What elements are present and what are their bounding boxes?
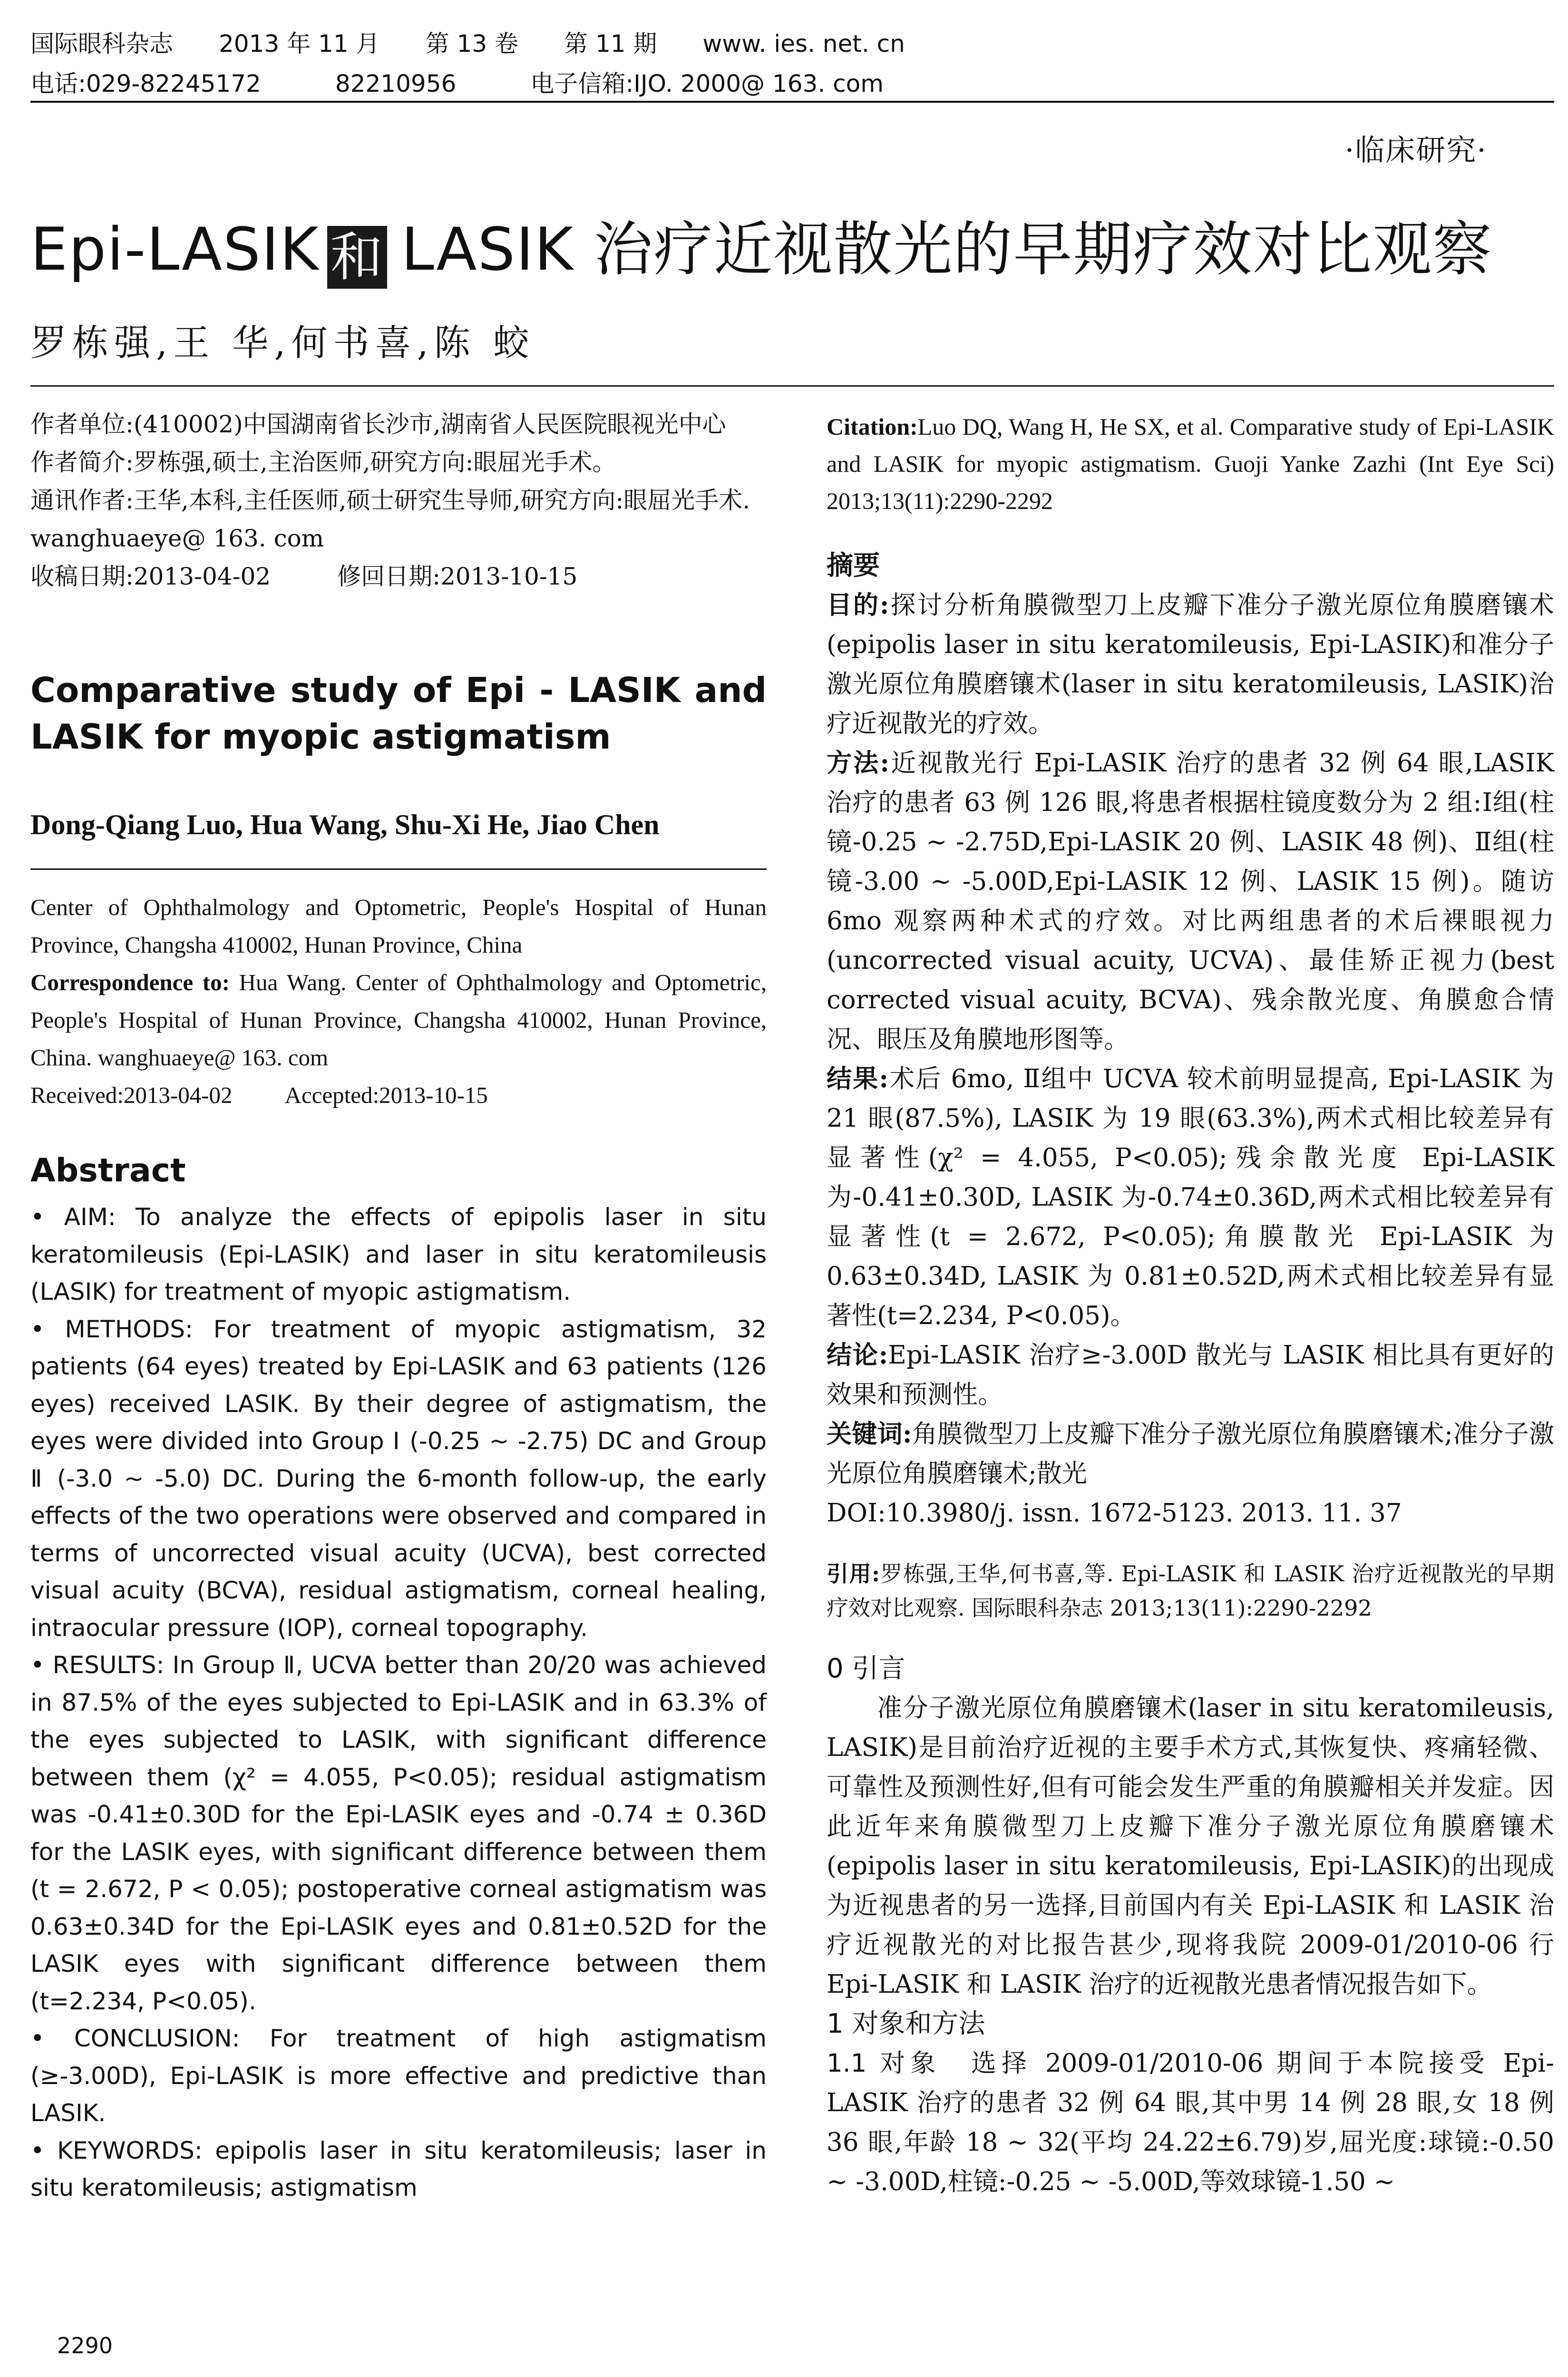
title-rule: [30, 385, 1554, 387]
intro-heading: 0 引言: [827, 1653, 906, 1684]
received-cn: 收稿日期:2013-04-02: [30, 563, 271, 590]
dates-en: [30, 1076, 767, 1114]
abstract-keywords: • KEYWORDS: epipolis laser in situ keratomileusis; laser in situ keratomileusis; astigmatism: [30, 2136, 767, 2202]
authors-cn: 罗栋强,王 华,何书喜,陈 蛟: [30, 321, 535, 364]
affiliation: [30, 888, 767, 1114]
accepted-en: Accepted:2013-10-15: [284, 1082, 488, 1108]
authors-rule: [30, 868, 767, 870]
citation-cn: [827, 1557, 1554, 1625]
title-part1: Epi-LASIK: [30, 215, 320, 284]
conclusion-label: 结论:: [827, 1340, 888, 1370]
abstract-cn-aim: [827, 585, 1554, 743]
english-authors: Dong-Qiang Luo, Hua Wang, Shu-Xi He, Jiao Chen: [30, 809, 660, 840]
issue-number: 第 11 期: [564, 30, 657, 58]
citation: [827, 408, 1554, 519]
running-header-line2: [30, 65, 929, 99]
right-column: [827, 408, 1554, 2202]
methods-text: 近视散光行 Epi-LASIK 治疗的患者 32 例 64 眼,LASIK 治疗的患者 63 例 126 眼,将患者根据柱镜度数分为 2 组:Ⅰ组(柱镜-0.25 ~ -2.75D,Epi-LASIK 20 例、LASIK 48 例)、Ⅱ组(柱镜-3.00 ~ -5.00D,Epi-LASIK 12 例、LASIK 15 例)。随访 6mo 观察两种术式的疗效。对比两组患者的术后裸眼视力(uncorrected visual acuity, UCVA)、最佳矫正视力(best corrected visual acuity, BCVA)、残余散光度、角膜愈合情况、眼压及角膜地形图等。: [827, 749, 1554, 1054]
revised-cn: 修回日期:2013-10-15: [337, 563, 578, 590]
website: www. ies. net. cn: [702, 30, 905, 58]
issue-date: 2013 年 11 月: [219, 30, 380, 58]
abstract-cn-results: [827, 1059, 1554, 1335]
keywords-label: 关键词:: [827, 1419, 912, 1449]
citation-cn-label: 引用:: [827, 1561, 880, 1587]
abstract-methods: • METHODS: For treatment of myopic astigmatism, 32 patients (64 eyes) treated by Epi-LASIK and 63 patients (126 eyes) received LASIK. By their degree of astigmatism, the eyes were divided into Group Ⅰ (-0.25 ~ -2.75) DC and Group Ⅱ (-3.0 ~ -5.0) DC. During the 6-month follow-up, the early effects of the two operations were observed and compared in terms of uncorrected visual acuity (UCVA), best corrected visual acuity (BCVA), residual astigmatism, corneal healing, intraocular pressure (IOP), corneal topography.: [30, 1315, 767, 1642]
correspondence: [30, 964, 767, 1076]
abstract-cn-methods: [827, 743, 1554, 1059]
correspondence-label: Correspondence to:: [30, 969, 230, 995]
abstract-cn-conclusion: [827, 1335, 1554, 1414]
subject-subheading: 1.1 对象: [827, 2049, 941, 2078]
abstract-cn-keywords: [827, 1414, 1554, 1493]
running-header-line1: [30, 25, 951, 59]
results-text: 术后 6mo, Ⅱ组中 UCVA 较术前明显提高, Epi-LASIK 为 21 眼(87.5%), LASIK 为 19 眼(63.3%),两术式相比较差异有显著性(χ² = 4.055, P<0.05);残余散光度 Epi-LASIK 为-0.41±0.30D, LASIK 为-0.74±0.36D,两术式相比较差异有显著性(t = 2.672, P<0.05);角膜散光 Epi-LASIK 为 0.63±0.34D, LASIK 为 0.81±0.52D,两术式相比较差异有显著性(t=2.234, P<0.05)。: [827, 1064, 1554, 1330]
email: 电子信箱:IJO. 2000@ 163. com: [530, 70, 884, 97]
methods-section-heading: 1 对象和方法: [827, 2008, 985, 2039]
subject-text: 选择 2009-01/2010-06 期间于本院接受 Epi-LASIK 治疗的患者 32 例 64 眼,其中男 14 例 28 眼,女 18 例 36 眼,年龄 18 ~ 32(平均 24.22±6.79)岁,屈光度:球镜:-0.50 ~ -3.00D,柱镜:-0.25 ~ -5.00D,等效球镜-1.50 ~: [827, 2049, 1554, 2196]
title-part2: LASIK 治疗近视散光的早期疗效对比观察: [401, 215, 1493, 284]
header-rule: [30, 101, 1554, 103]
phone: 电话:029-82245172: [30, 70, 261, 97]
aim-text: 探讨分析角膜微型刀上皮瓣下准分子激光原位角膜磨镶术(epipolis laser in situ keratomileusis, Epi-LASIK)和准分子激光原位角膜磨镶术(laser in situ keratomileusis, LASIK)治疗近视散光的疗效。: [827, 591, 1554, 738]
author-bio: 作者简介:罗栋强,硕士,主治医师,研究方向:眼屈光手术。: [30, 448, 616, 476]
doi: DOI:10.3980/j. issn. 1672-5123. 2013. 11. 37: [827, 1499, 1402, 1528]
affiliation-center: Center of Ophthalmology and Optometric, People's Hospital of Hunan Province, Changsha 410002, Hunan Province, China: [30, 894, 767, 958]
page-title: [30, 202, 1492, 289]
abstract-heading: Abstract: [30, 1152, 186, 1189]
citation-text: Luo DQ, Wang H, He SX, et al. Comparative study of Epi-LASIK and LASIK for myopic astigmatism. Guoji Yanke Zazhi (Int Eye Sci) 2013;13(11):2290-2292: [827, 413, 1554, 514]
author-unit: 作者单位:(410002)中国湖南省长沙市,湖南省人民医院眼视光中心: [30, 410, 726, 438]
author-meta-cn: [30, 405, 767, 595]
english-title: [30, 667, 767, 760]
methods-label: 方法:: [827, 748, 889, 778]
section-tag: ·临床研究·: [1344, 133, 1487, 167]
received-en: Received:2013-04-02: [30, 1082, 233, 1108]
english-title-line1: Comparative study of Epi - LASIK and: [30, 670, 767, 710]
dates-cn: [30, 557, 767, 595]
english-title-line2: LASIK for myopic astigmatism: [30, 717, 611, 757]
keywords-text: 角膜微型刀上皮瓣下准分子激光原位角膜磨镶术;准分子激光原位角膜磨镶术;散光: [827, 1420, 1554, 1488]
citation-cn-text: 罗栋强,王华,何书喜,等. Epi-LASIK 和 LASIK 治疗近视散光的早期疗效对比观察. 国际眼科杂志 2013;13(11):2290-2292: [827, 1561, 1554, 1621]
phone2: 82210956: [335, 70, 457, 97]
conclusion-text: Epi-LASIK 治疗≥-3.00D 散光与 LASIK 相比具有更好的效果和预测性。: [827, 1341, 1554, 1409]
abstract-results: • RESULTS: In Group Ⅱ, UCVA better than 20/20 was achieved in 87.5% of the eyes subjected to Epi-LASIK and in 63.3% of the eyes subjected to LASIK, with significant difference between them (χ² = 4.055, P<0.05); residual astigmatism was -0.41±0.30D for the Epi-LASIK eyes and -0.74 ± 0.36D for the LASIK eyes, with significant difference between them (t = 2.672, P < 0.05); postoperative corneal astigmatism was 0.63±0.34D for the Epi-LASIK eyes and 0.81±0.52D for the LASIK eyes with significant difference between them (t=2.234, P<0.05).: [30, 1651, 767, 2015]
abstract-aim: • AIM: To analyze the effects of epipolis laser in situ keratomileusis (Epi-LASIK) and laser in situ keratomileusis (LASIK) for treatment of myopic astigmatism.: [30, 1203, 767, 1305]
title-conjunction: 和: [327, 226, 387, 289]
citation-label: Citation:: [827, 413, 918, 440]
results-label: 结果:: [827, 1064, 888, 1093]
abstract-en: [30, 1198, 767, 2207]
journal-name: 国际眼科杂志: [30, 30, 173, 58]
abstract-cn-heading: 摘要: [827, 550, 880, 581]
volume: 第 13 卷: [425, 30, 518, 58]
aim-label: 目的:: [827, 590, 889, 620]
methods-subject-paragraph: [827, 2044, 1554, 2202]
abstract-conclusion: • CONCLUSION: For treatment of high astigmatism (≥-3.00D), Epi-LASIK is more effective and predictive than LASIK.: [30, 2025, 767, 2127]
page-number: 2290: [57, 2333, 113, 2358]
intro-paragraph: 准分子激光原位角膜磨镶术(laser in situ keratomileusis, LASIK)是目前治疗近视的主要手术方式,其恢复快、疼痛轻微、可靠性及预测性好,但有可能会发生严重的角膜瓣相关并发症。因此近年来角膜微型刀上皮瓣下准分子激光原位角膜磨镶术(epipolis laser in situ keratomileusis, Epi-LASIK)的出现成为近视患者的另一选择,目前国内有关 Epi-LASIK 和 LASIK 治疗近视散光的对比报告甚少,现将我院 2009-01/2010-06 行 Epi-LASIK 和 LASIK 治疗的近视散光患者情况报告如下。: [827, 1694, 1554, 1999]
correspondence-text: Hua Wang. Center of Ophthalmology and Optometric, People's Hospital of Hunan Province, Changsha 410002, Hunan Province, China. wanghuaeye@ 163. com: [30, 969, 767, 1071]
corresponding-author: 通讯作者:王华,本科,主任医师,硕士研究生导师,研究方向:眼屈光手术. wanghuaeye@ 163. com: [30, 487, 750, 552]
